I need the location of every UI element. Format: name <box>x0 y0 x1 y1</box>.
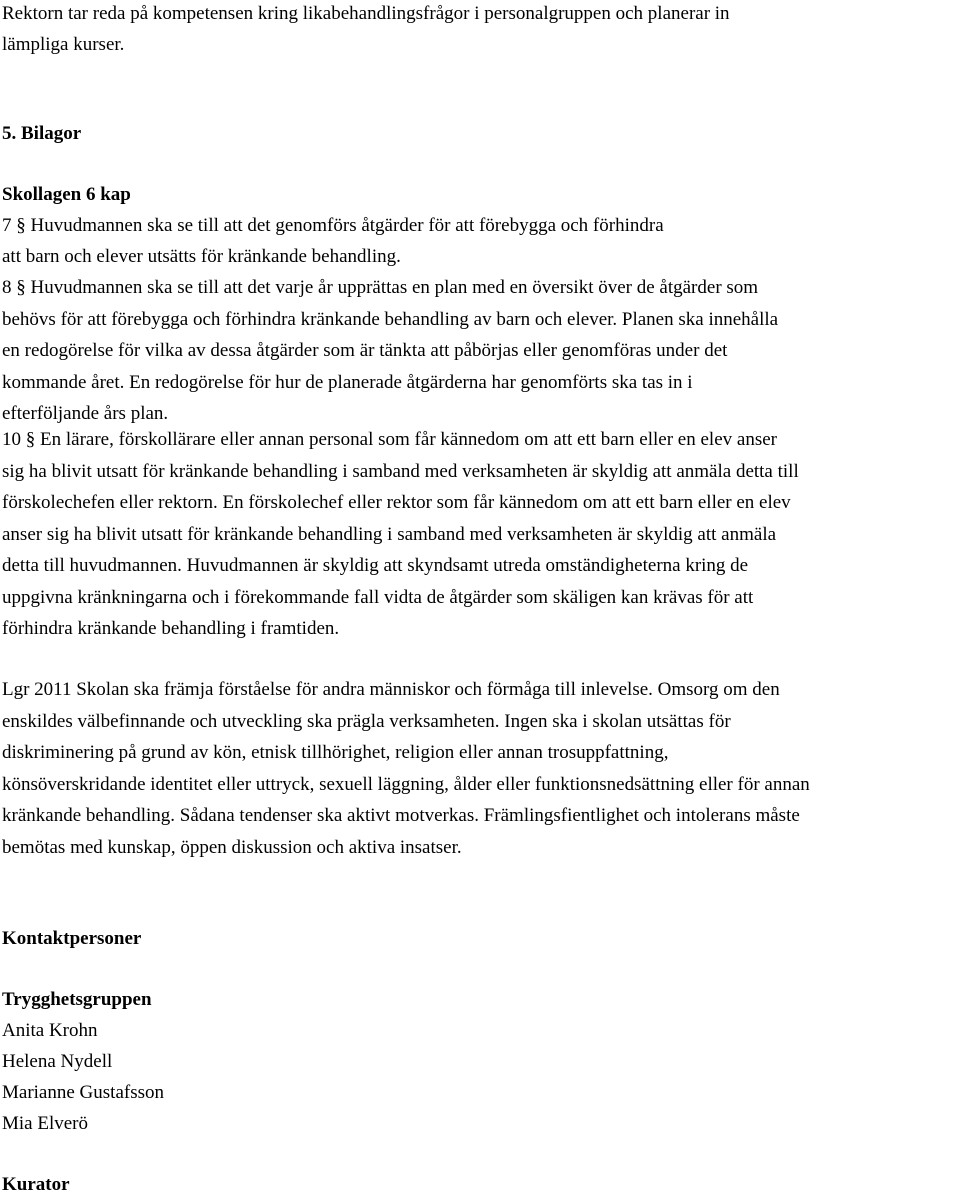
member-name: Mia Elverö <box>2 1113 89 1134</box>
intro-line: Rektorn tar reda på kompetensen kring likabehandlingsfrågor i personalgruppen och planerar in <box>2 3 730 24</box>
paragraph-line: förskolechefen eller rektorn. En förskolechef eller rektor som får kännedom om att ett barn eller en elev <box>2 492 791 513</box>
paragraph-line: uppgivna kränkningarna och i förekommande fall vidta de åtgärder som skäligen kan krävas för att <box>2 586 754 608</box>
paragraph-line: enskildes välbefinnande och utveckling ska prägla verksamheten. Ingen ska i skolan utsättas för <box>2 710 731 732</box>
paragraph-7 <box>2 210 958 272</box>
member-name: Marianne Gustafsson <box>2 1082 164 1103</box>
paragraph-10 <box>2 424 958 645</box>
paragraph-line: behövs för att förebygga och förhindra kränkande behandling av barn och elever. Planen ska innehålla <box>2 308 779 330</box>
member-name: Helena Nydell <box>2 1051 113 1072</box>
paragraph-line: en redogörelse för vilka av dessa åtgärder som är tänkta att påbörjas eller genomföras under det <box>2 340 728 361</box>
paragraph-line: bemötas med kunskap, öppen diskussion och aktiva insatser. <box>2 836 462 858</box>
intro-line: lämpliga kurser. <box>2 34 125 55</box>
paragraph-line: könsöverskridande identitet eller uttryck, sexuell läggning, ålder eller funktionsnedsättning eller för annan <box>2 773 810 795</box>
paragraph-line: detta till huvudmannen. Huvudmannen är skyldig att skyndsamt utreda omständigheterna kring de <box>2 555 749 576</box>
paragraph-line: efterföljande års plan. <box>2 403 169 424</box>
paragraph-line: Lgr 2011 Skolan ska främja förståelse för andra människor och förmåga till inlevelse. Omsorg om den <box>2 679 780 700</box>
kurator-heading: Kurator <box>2 1174 70 1195</box>
paragraph-line: 10 § En lärare, förskollärare eller annan personal som får kännedom om att ett barn eller en elev anser <box>2 429 777 450</box>
member-name: Anita Krohn <box>2 1020 98 1041</box>
paragraph-line: att barn och elever utsätts för kränkande behandling. <box>2 246 401 267</box>
paragraph-8 <box>2 272 958 430</box>
intro-paragraph <box>2 0 958 60</box>
section-heading-bilagor: 5. Bilagor <box>2 123 82 144</box>
trygghetsgruppen-heading: Trygghetsgruppen <box>2 989 152 1010</box>
skollagen-heading: Skollagen 6 kap <box>2 184 131 205</box>
paragraph-line: kränkande behandling. Sådana tendenser ska aktivt motverkas. Främlingsfientlighet och intolerans måste <box>2 805 800 826</box>
paragraph-line: anser sig ha blivit utsatt för kränkande behandling i samband med verksamheten är skyldig att anmäla <box>2 523 777 545</box>
paragraph-line: sig ha blivit utsatt för kränkande behandling i samband med verksamheten är skyldig att anmäla detta till <box>2 460 799 482</box>
lgr-paragraph <box>2 674 958 863</box>
paragraph-line: diskriminering på grund av kön, etnisk tillhörighet, religion eller annan trosuppfattning, <box>2 742 669 763</box>
trygghetsgruppen-members <box>2 1015 958 1139</box>
paragraph-line: kommande året. En redogörelse för hur de planerade åtgärderna har genomförts ska tas in i <box>2 371 693 393</box>
paragraph-line: förhindra kränkande behandling i framtiden. <box>2 618 340 639</box>
kontaktpersoner-heading: Kontaktpersoner <box>2 928 142 949</box>
paragraph-line: 8 § Huvudmannen ska se till att det varje år upprättas en plan med en översikt över de åtgärder som <box>2 277 759 298</box>
paragraph-line: 7 § Huvudmannen ska se till att det genomförs åtgärder för att förebygga och förhindra <box>2 215 664 236</box>
